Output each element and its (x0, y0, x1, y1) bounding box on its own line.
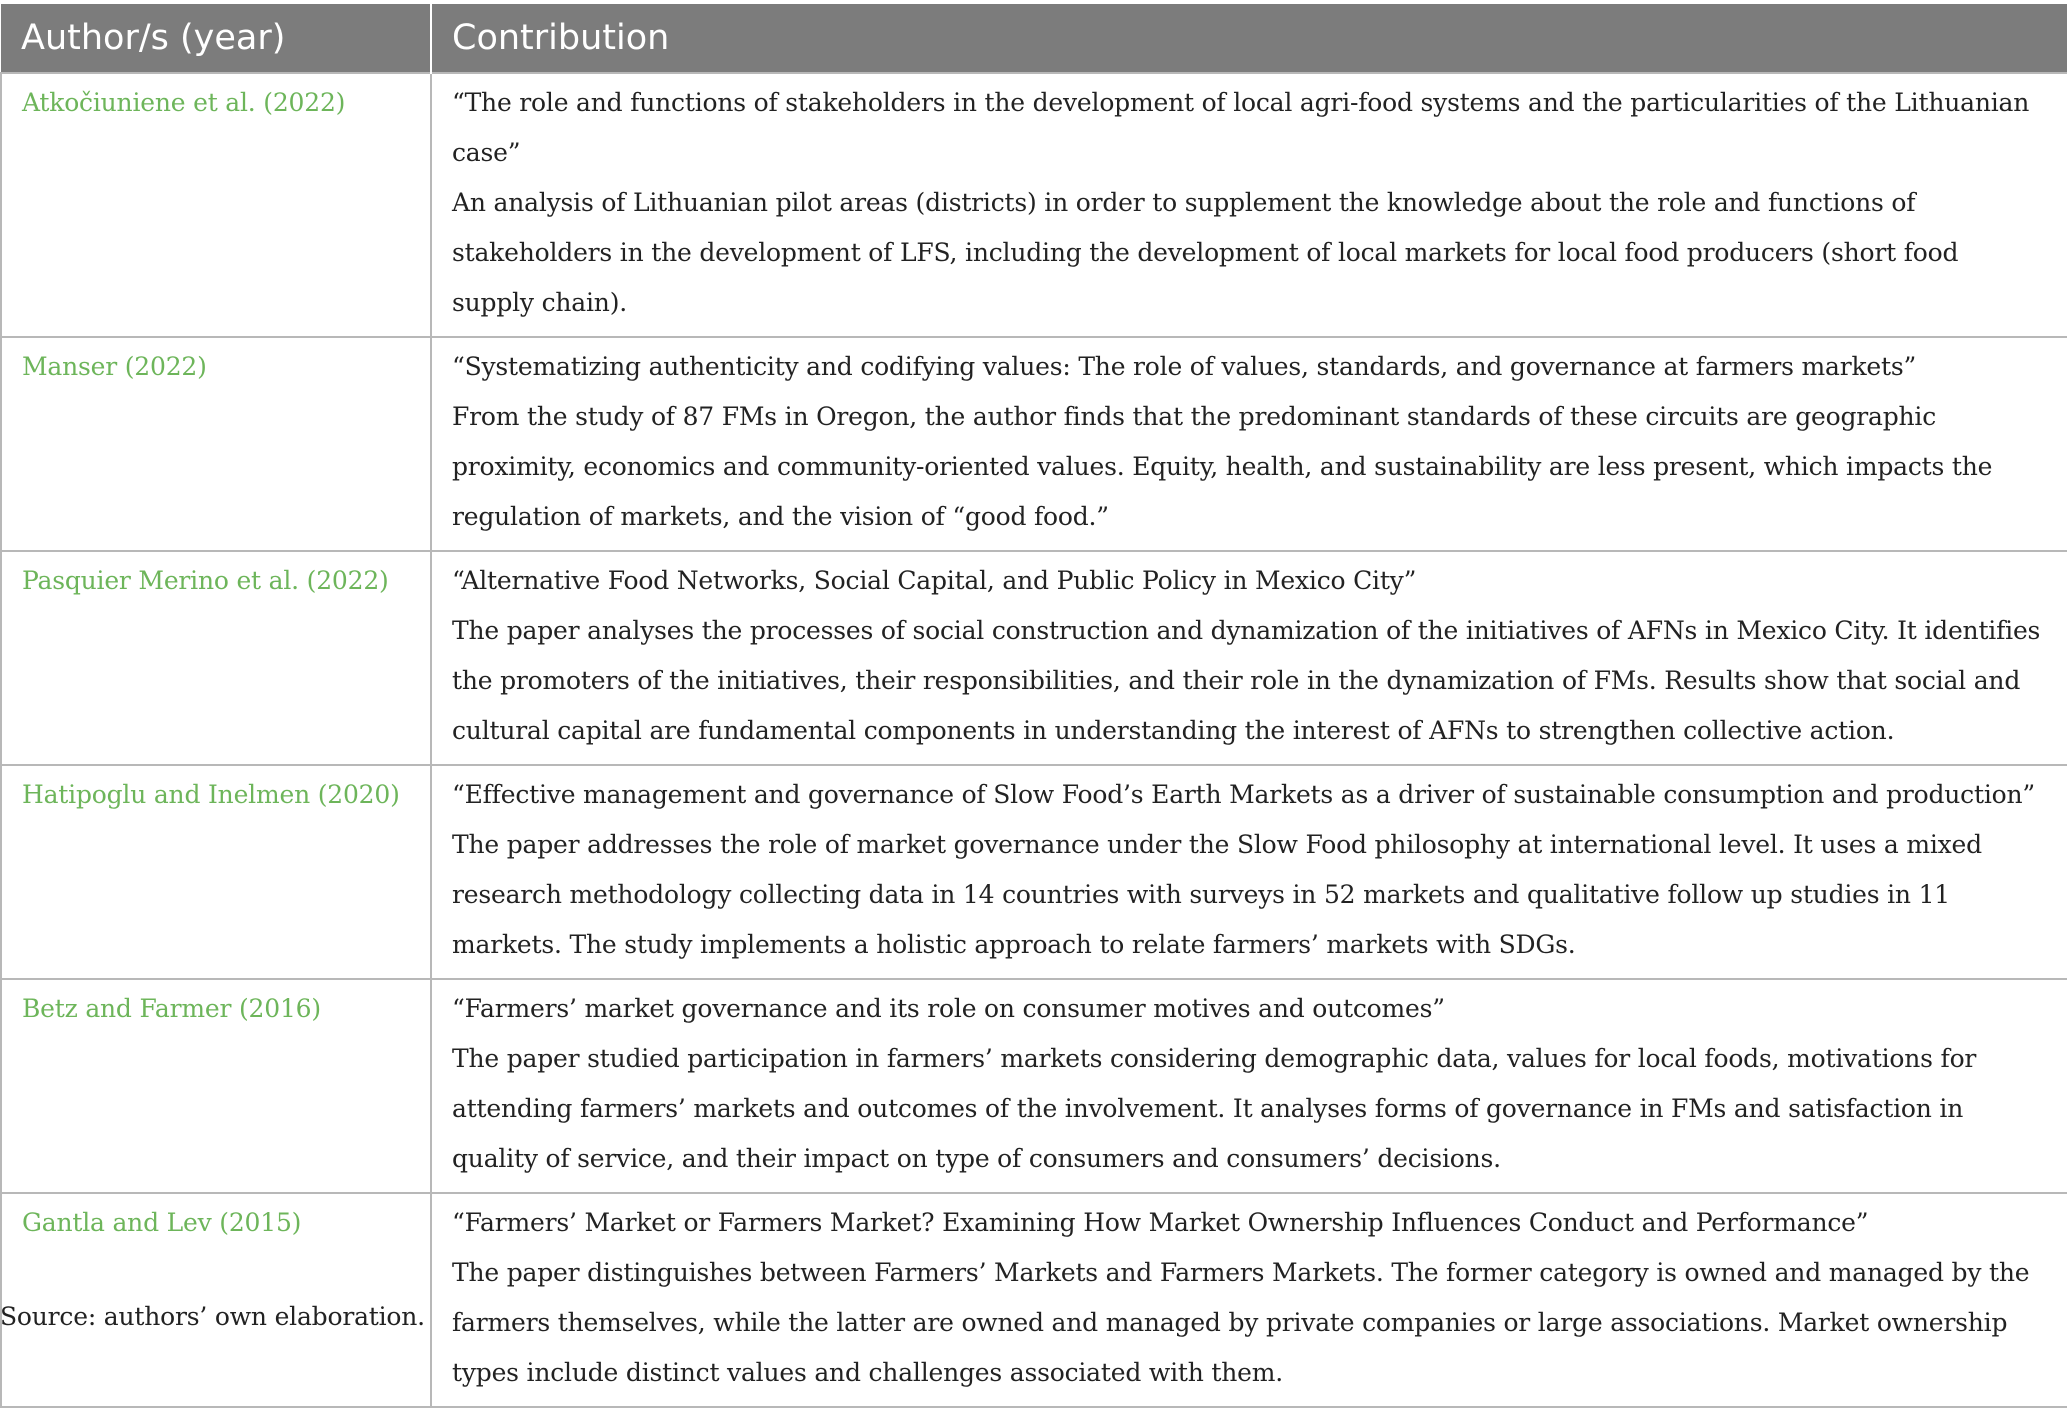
header-row (1, 4, 2067, 73)
table-header (1, 4, 2067, 73)
table-body (1, 73, 2067, 1407)
contribution-cell (431, 73, 2067, 337)
contribution-cell (431, 765, 2067, 979)
paper-title: “Farmers’ market governance and its role on consumer motives and outcomes” (452, 994, 1445, 1023)
author-cell: Hatipoglu and Inelmen (2020) (1, 765, 431, 979)
contribution-cell (431, 337, 2067, 551)
paper-title: “Systematizing authenticity and codifying values: The role of values, standards, and governance at farmers markets” (452, 352, 1917, 381)
author-cell: Manser (2022) (1, 337, 431, 551)
table-row (1, 551, 2067, 765)
paper-description: The paper addresses the role of market governance under the Slow Food philosophy at international level. It uses a mixed research methodology collecting data in 14 countries with surveys in 52 markets and qualitative follow up studies in 11 markets. The study implements a holistic approach to relate farmers’ markets with SDGs. (452, 830, 1982, 959)
paper-title: “Alternative Food Networks, Social Capital, and Public Policy in Mexico City” (452, 566, 1417, 595)
author-cell: Atkočiuniene et al. (2022) (1, 73, 431, 337)
paper-description: The paper analyses the processes of social construction and dynamization of the initiatives of AFNs in Mexico City. It identifies the promoters of the initiatives, their responsibilities, and their role in the dynamization of FMs. Results show that social and cultural capital are fundamental components in understanding the interest of AFNs to strengthen collective action. (452, 616, 2041, 745)
contribution-cell (431, 551, 2067, 765)
contribution-cell (431, 1193, 2067, 1407)
paper-description: The paper distinguishes between Farmers’ Markets and Farmers Markets. The former category is owned and managed by the farmers themselves, while the latter are owned and managed by private companies or large associations. Market ownership types include distinct values and challenges associated with them. (452, 1258, 2030, 1387)
paper-description: The paper studied participation in farmers’ markets considering demographic data, values for local foods, motivations for attending farmers’ markets and outcomes of the involvement. It analyses forms of governance in FMs and satisfaction in quality of service, and their impact on type of consumers and consumers’ decisions. (452, 1044, 1977, 1173)
source-footnote: Source: authors’ own elaboration. (0, 1302, 425, 1331)
author-cell: Betz and Farmer (2016) (1, 979, 431, 1193)
author-cell: Pasquier Merino et al. (2022) (1, 551, 431, 765)
contribution-cell (431, 979, 2067, 1193)
author-cell: Gantla and Lev (2015) (1, 1193, 431, 1407)
paper-description: From the study of 87 FMs in Oregon, the author finds that the predominant standards of these circuits are geographic proximity, economics and community-oriented values. Equity, health, and sustainability are less present, which impacts the regulation of markets, and the vision of “good food.” (452, 402, 1993, 531)
table-row (1, 337, 2067, 551)
paper-title: “Effective management and governance of Slow Food’s Earth Markets as a driver of sustainable consumption and production” (452, 780, 2035, 809)
literature-table (0, 4, 2067, 1408)
paper-title: “Farmers’ Market or Farmers Market? Examining How Market Ownership Influences Conduct and Performance” (452, 1208, 1869, 1237)
header-contribution: Contribution (431, 4, 2067, 73)
table-row (1, 73, 2067, 337)
table-row (1, 765, 2067, 979)
paper-description: An analysis of Lithuanian pilot areas (districts) in order to supplement the knowledge about the role and functions of stakeholders in the development of LFS, including the development of local markets for local food producers (short food supply chain). (452, 188, 1959, 317)
table-row (1, 1193, 2067, 1407)
header-author-year: Author/s (year) (1, 4, 431, 73)
table-row (1, 979, 2067, 1193)
paper-title: “The role and functions of stakeholders in the development of local agri-food systems and the particularities of the Lithuanian case” (452, 88, 2030, 167)
